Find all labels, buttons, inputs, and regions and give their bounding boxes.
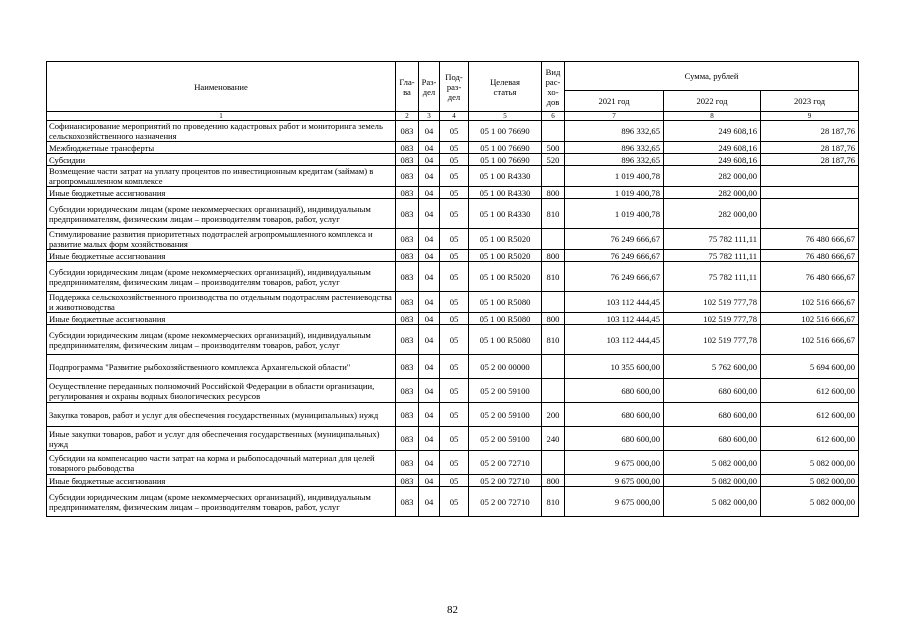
table-row	[47, 292, 859, 313]
cell-podrazdel: 05	[440, 475, 469, 487]
cell-razdel: 04	[419, 403, 440, 427]
cell-sum-2023: 5 694 600,00	[761, 355, 859, 379]
cell-razdel: 04	[419, 250, 440, 262]
cell-glava: 083	[396, 187, 419, 199]
cell-podrazdel: 05	[440, 451, 469, 475]
cell-sum-2021: 103 112 444,45	[565, 325, 664, 355]
cell-sum-2023: 102 516 666,67	[761, 292, 859, 313]
column-index: 7	[565, 112, 664, 121]
cell-sum-2021: 76 249 666,67	[565, 229, 664, 250]
cell-sum-2021: 896 332,65	[565, 154, 664, 166]
cell-sum-2021: 896 332,65	[565, 121, 664, 142]
cell-podrazdel: 05	[440, 166, 469, 187]
cell-sum-2023: 102 516 666,67	[761, 325, 859, 355]
cell-vid	[542, 451, 565, 475]
cell-vid: 810	[542, 199, 565, 229]
cell-target: 05 1 00 R5020	[469, 250, 542, 262]
table-row	[47, 427, 859, 451]
cell-razdel: 04	[419, 355, 440, 379]
table-row	[47, 475, 859, 487]
cell-podrazdel: 05	[440, 121, 469, 142]
table-row	[47, 487, 859, 517]
column-index: 5	[469, 112, 542, 121]
cell-vid	[542, 355, 565, 379]
column-index: 6	[542, 112, 565, 121]
cell-glava: 083	[396, 199, 419, 229]
cell-vid: 800	[542, 187, 565, 199]
cell-sum-2021: 9 675 000,00	[565, 451, 664, 475]
table-row	[47, 121, 859, 142]
cell-sum-2023: 5 082 000,00	[761, 487, 859, 517]
cell-vid: 810	[542, 487, 565, 517]
column-index: 2	[396, 112, 419, 121]
cell-sum-2022: 282 000,00	[664, 166, 761, 187]
table-row	[47, 187, 859, 199]
cell-glava: 083	[396, 142, 419, 154]
cell-sum-2021: 9 675 000,00	[565, 487, 664, 517]
cell-sum-2023: 28 187,76	[761, 142, 859, 154]
budget-table	[46, 61, 859, 517]
cell-sum-2021: 680 600,00	[565, 427, 664, 451]
cell-sum-2022: 102 519 777,78	[664, 313, 761, 325]
cell-podrazdel: 05	[440, 154, 469, 166]
row-name: Субсидии юридическим лицам (кроме некоммерческих организаций), индивидуальным предпринимателям, физическим лицам – производителям товаров, работ, услуг	[47, 325, 396, 355]
cell-glava: 083	[396, 451, 419, 475]
cell-podrazdel: 05	[440, 379, 469, 403]
cell-razdel: 04	[419, 262, 440, 292]
column-index: 3	[419, 112, 440, 121]
cell-sum-2021: 103 112 444,45	[565, 292, 664, 313]
cell-target: 05 1 00 R5020	[469, 229, 542, 250]
cell-razdel: 04	[419, 199, 440, 229]
row-name: Иные бюджетные ассигнования	[47, 313, 396, 325]
column-index: 4	[440, 112, 469, 121]
row-name: Межбюджетные трансферты	[47, 142, 396, 154]
header-glava: Гла- ва	[396, 62, 419, 112]
cell-sum-2021: 76 249 666,67	[565, 262, 664, 292]
cell-sum-2022: 102 519 777,78	[664, 325, 761, 355]
cell-glava: 083	[396, 292, 419, 313]
cell-sum-2023: 612 600,00	[761, 403, 859, 427]
cell-sum-2023	[761, 166, 859, 187]
cell-sum-2021: 9 675 000,00	[565, 475, 664, 487]
cell-razdel: 04	[419, 325, 440, 355]
cell-vid: 520	[542, 154, 565, 166]
header-2023: 2023 год	[761, 91, 859, 112]
cell-razdel: 04	[419, 313, 440, 325]
cell-glava: 083	[396, 475, 419, 487]
cell-target: 05 2 00 72710	[469, 487, 542, 517]
cell-sum-2021: 76 249 666,67	[565, 250, 664, 262]
table-row	[47, 451, 859, 475]
cell-sum-2022: 75 782 111,11	[664, 262, 761, 292]
cell-razdel: 04	[419, 292, 440, 313]
cell-razdel: 04	[419, 166, 440, 187]
row-name: Стимулирование развития приоритетных подотраслей агропромышленного комплекса и развитие малых форм хозяйствования	[47, 229, 396, 250]
budget-table-container	[46, 61, 858, 517]
cell-sum-2022: 249 608,16	[664, 142, 761, 154]
cell-sum-2021: 680 600,00	[565, 403, 664, 427]
cell-glava: 083	[396, 313, 419, 325]
cell-podrazdel: 05	[440, 355, 469, 379]
cell-sum-2022: 680 600,00	[664, 427, 761, 451]
column-index: 9	[761, 112, 859, 121]
cell-target: 05 2 00 59100	[469, 427, 542, 451]
row-name: Субсидии	[47, 154, 396, 166]
cell-glava: 083	[396, 262, 419, 292]
table-row	[47, 355, 859, 379]
cell-razdel: 04	[419, 427, 440, 451]
cell-sum-2021: 896 332,65	[565, 142, 664, 154]
cell-razdel: 04	[419, 154, 440, 166]
cell-glava: 083	[396, 355, 419, 379]
cell-target: 05 2 00 72710	[469, 475, 542, 487]
cell-sum-2022: 75 782 111,11	[664, 250, 761, 262]
row-name: Иные бюджетные ассигнования	[47, 250, 396, 262]
cell-glava: 083	[396, 325, 419, 355]
cell-sum-2023: 102 516 666,67	[761, 313, 859, 325]
row-name: Иные бюджетные ассигнования	[47, 187, 396, 199]
cell-glava: 083	[396, 154, 419, 166]
table-row	[47, 229, 859, 250]
row-name: Подпрограмма "Развитие рыбохозяйственного комплекса Архангельской области"	[47, 355, 396, 379]
cell-podrazdel: 05	[440, 229, 469, 250]
table-row	[47, 379, 859, 403]
cell-sum-2021: 1 019 400,78	[565, 166, 664, 187]
cell-sum-2022: 282 000,00	[664, 199, 761, 229]
cell-glava: 083	[396, 121, 419, 142]
cell-vid	[542, 166, 565, 187]
cell-sum-2023: 28 187,76	[761, 154, 859, 166]
cell-sum-2022: 249 608,16	[664, 121, 761, 142]
cell-vid: 800	[542, 475, 565, 487]
cell-podrazdel: 05	[440, 292, 469, 313]
cell-sum-2022: 102 519 777,78	[664, 292, 761, 313]
column-index: 1	[47, 112, 396, 121]
cell-vid	[542, 292, 565, 313]
cell-razdel: 04	[419, 451, 440, 475]
header-name: Наименование	[47, 62, 396, 112]
cell-sum-2021: 10 355 600,00	[565, 355, 664, 379]
cell-razdel: 04	[419, 475, 440, 487]
cell-podrazdel: 05	[440, 325, 469, 355]
cell-podrazdel: 05	[440, 187, 469, 199]
cell-glava: 083	[396, 229, 419, 250]
table-row	[47, 250, 859, 262]
cell-sum-2022: 5 762 600,00	[664, 355, 761, 379]
table-row	[47, 262, 859, 292]
cell-vid	[542, 229, 565, 250]
row-name: Осуществление переданных полномочий Российской Федерации в области организации, регулирования и охраны водных биологических ресурсов	[47, 379, 396, 403]
cell-target: 05 2 00 72710	[469, 451, 542, 475]
cell-glava: 083	[396, 379, 419, 403]
cell-vid: 500	[542, 142, 565, 154]
table-row	[47, 403, 859, 427]
cell-glava: 083	[396, 427, 419, 451]
header-2022: 2022 год	[664, 91, 761, 112]
header-podrazdel: Под- раз- дел	[440, 62, 469, 112]
cell-sum-2022: 5 082 000,00	[664, 475, 761, 487]
header-2021: 2021 год	[565, 91, 664, 112]
cell-sum-2021: 103 112 444,45	[565, 313, 664, 325]
table-row	[47, 154, 859, 166]
cell-sum-2023: 76 480 666,67	[761, 229, 859, 250]
cell-target: 05 1 00 R5080	[469, 313, 542, 325]
cell-target: 05 1 00 76690	[469, 154, 542, 166]
cell-sum-2023: 76 480 666,67	[761, 250, 859, 262]
cell-sum-2022: 5 082 000,00	[664, 487, 761, 517]
row-name: Поддержка сельскохозяйственного производства по отдельным подотраслям растениеводства и животноводства	[47, 292, 396, 313]
cell-razdel: 04	[419, 187, 440, 199]
cell-sum-2022: 282 000,00	[664, 187, 761, 199]
cell-sum-2023	[761, 187, 859, 199]
page-number: 82	[447, 604, 458, 616]
cell-razdel: 04	[419, 229, 440, 250]
cell-sum-2023: 5 082 000,00	[761, 475, 859, 487]
cell-target: 05 1 00 76690	[469, 121, 542, 142]
cell-razdel: 04	[419, 379, 440, 403]
cell-sum-2023: 5 082 000,00	[761, 451, 859, 475]
cell-sum-2022: 680 600,00	[664, 403, 761, 427]
cell-sum-2022: 249 608,16	[664, 154, 761, 166]
cell-glava: 083	[396, 487, 419, 517]
row-name: Субсидии юридическим лицам (кроме некоммерческих организаций), индивидуальным предпринимателям, физическим лицам – производителям товаров, работ, услуг	[47, 487, 396, 517]
cell-target: 05 2 00 59100	[469, 379, 542, 403]
cell-sum-2022: 75 782 111,11	[664, 229, 761, 250]
cell-target: 05 1 00 76690	[469, 142, 542, 154]
header-sum: Сумма, рублей	[565, 62, 859, 91]
cell-podrazdel: 05	[440, 199, 469, 229]
cell-target: 05 2 00 00000	[469, 355, 542, 379]
cell-sum-2023	[761, 199, 859, 229]
cell-podrazdel: 05	[440, 487, 469, 517]
cell-vid: 810	[542, 325, 565, 355]
cell-sum-2022: 680 600,00	[664, 379, 761, 403]
cell-sum-2023: 612 600,00	[761, 427, 859, 451]
cell-target: 05 1 00 R4330	[469, 199, 542, 229]
table-row	[47, 313, 859, 325]
cell-target: 05 1 00 R4330	[469, 187, 542, 199]
cell-vid	[542, 121, 565, 142]
cell-target: 05 1 00 R5080	[469, 325, 542, 355]
row-name: Субсидии на компенсацию части затрат на корма и рыбопосадочный материал для целей товарного рыбоводства	[47, 451, 396, 475]
row-name: Иные бюджетные ассигнования	[47, 475, 396, 487]
cell-razdel: 04	[419, 487, 440, 517]
header-razdel: Раз- дел	[419, 62, 440, 112]
table-row	[47, 199, 859, 229]
cell-sum-2023: 28 187,76	[761, 121, 859, 142]
row-name: Субсидии юридическим лицам (кроме некоммерческих организаций), индивидуальным предпринимателям, физическим лицам – производителям товаров, работ, услуг	[47, 199, 396, 229]
table-row	[47, 325, 859, 355]
row-name: Субсидии юридическим лицам (кроме некоммерческих организаций), индивидуальным предпринимателям, физическим лицам – производителям товаров, работ, услуг	[47, 262, 396, 292]
column-index-row	[47, 112, 859, 121]
cell-sum-2021: 680 600,00	[565, 379, 664, 403]
row-name: Возмещение части затрат на уплату процентов по инвестиционным кредитам (займам) в агропромышленном комплексе	[47, 166, 396, 187]
cell-sum-2023: 612 600,00	[761, 379, 859, 403]
cell-podrazdel: 05	[440, 142, 469, 154]
table-row	[47, 142, 859, 154]
cell-sum-2021: 1 019 400,78	[565, 199, 664, 229]
cell-podrazdel: 05	[440, 262, 469, 292]
cell-vid: 240	[542, 427, 565, 451]
row-name: Иные закупки товаров, работ и услуг для обеспечения государственных (муниципальных) нужд	[47, 427, 396, 451]
cell-target: 05 2 00 59100	[469, 403, 542, 427]
cell-sum-2023: 76 480 666,67	[761, 262, 859, 292]
cell-glava: 083	[396, 166, 419, 187]
cell-vid: 800	[542, 313, 565, 325]
cell-target: 05 1 00 R5020	[469, 262, 542, 292]
cell-sum-2021: 1 019 400,78	[565, 187, 664, 199]
cell-razdel: 04	[419, 121, 440, 142]
cell-target: 05 1 00 R5080	[469, 292, 542, 313]
header-vid: Вид рас- хо- дов	[542, 62, 565, 112]
cell-vid: 810	[542, 262, 565, 292]
column-index: 8	[664, 112, 761, 121]
table-row	[47, 166, 859, 187]
cell-podrazdel: 05	[440, 403, 469, 427]
row-name: Софинансирование мероприятий по проведению кадастровых работ и мониторинга земель сельскохозяйственного назначения	[47, 121, 396, 142]
cell-vid: 200	[542, 403, 565, 427]
cell-target: 05 1 00 R4330	[469, 166, 542, 187]
cell-podrazdel: 05	[440, 427, 469, 451]
row-name: Закупка товаров, работ и услуг для обеспечения государственных (муниципальных) нужд	[47, 403, 396, 427]
cell-razdel: 04	[419, 142, 440, 154]
cell-sum-2022: 5 082 000,00	[664, 451, 761, 475]
cell-vid: 800	[542, 250, 565, 262]
cell-glava: 083	[396, 403, 419, 427]
cell-glava: 083	[396, 250, 419, 262]
cell-podrazdel: 05	[440, 313, 469, 325]
header-target: Целевая статья	[469, 62, 542, 112]
cell-podrazdel: 05	[440, 250, 469, 262]
cell-vid	[542, 379, 565, 403]
table-body	[47, 121, 859, 517]
